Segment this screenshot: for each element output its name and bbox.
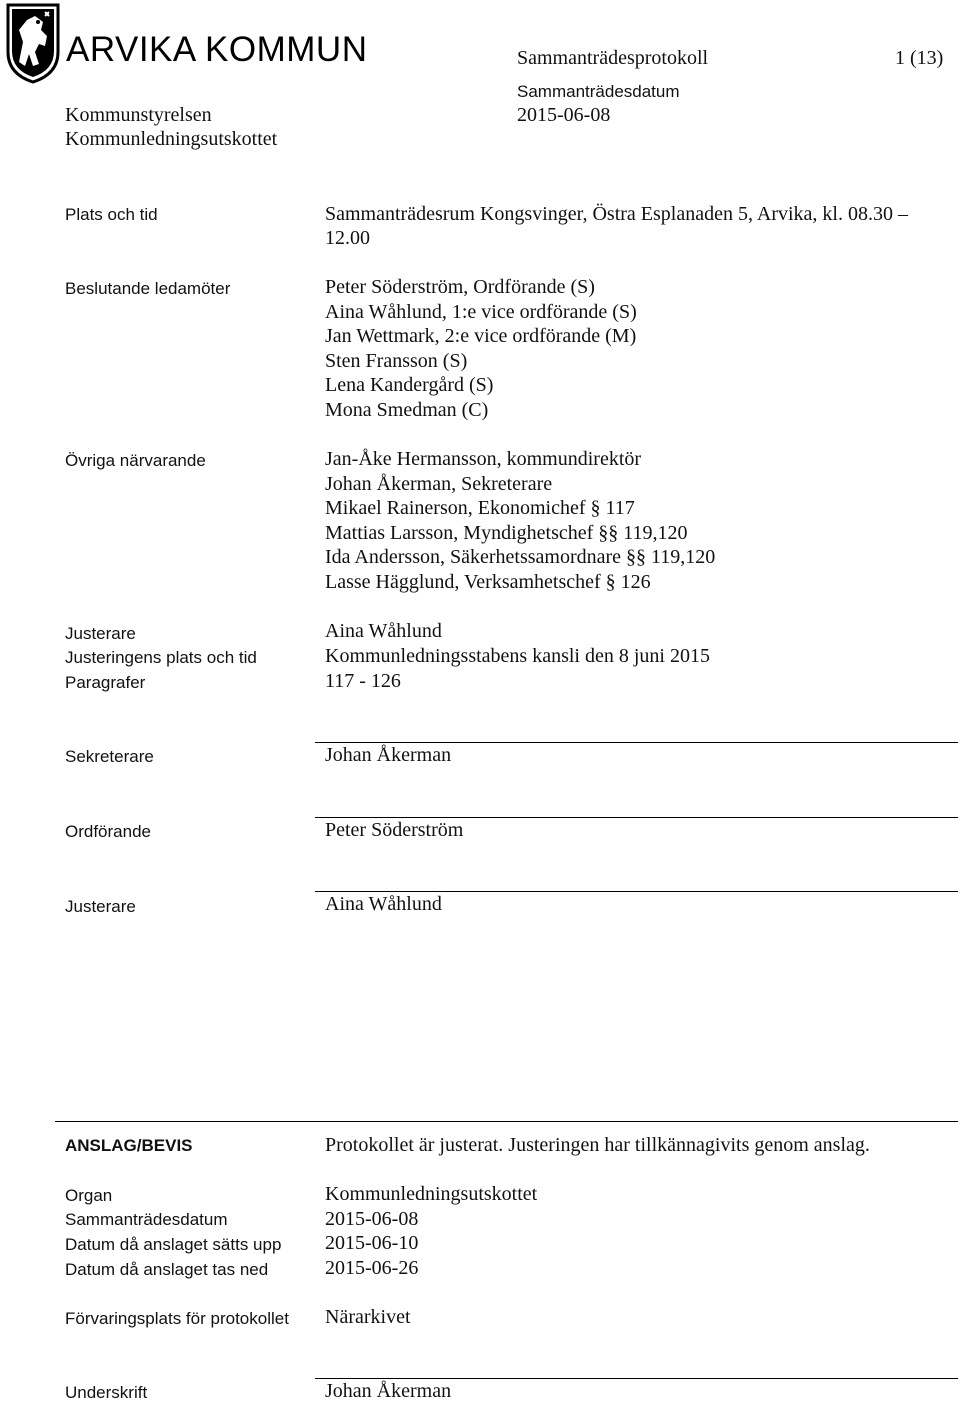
place-label: Plats och tid [65, 205, 158, 224]
meeting-date-value: 2015-06-08 [517, 104, 611, 126]
signature-line [315, 742, 958, 743]
member-item: Lena Kandergård (S) [325, 374, 494, 397]
member-item: Mona Smedman (C) [325, 398, 489, 421]
document-type: Sammanträdesprotokoll [517, 47, 709, 69]
paragraphs-label: Paragrafer [65, 673, 146, 692]
member-item: Peter Söderström, Ordförande (S) [325, 276, 595, 298]
signature-adjuster-name: Aina Wåhlund [325, 893, 442, 915]
coat-of-arms-icon [5, 2, 61, 85]
chair-label: Ordförande [65, 822, 151, 841]
attendee-item: Ida Andersson, Säkerhetssamordnare §§ 119,120 [325, 546, 716, 569]
place-line-2: 12.00 [325, 227, 370, 249]
adjust-place-label: Justeringens plats och tid [65, 648, 257, 667]
attendee-item: Mikael Rainerson, Ekonomichef § 117 [325, 497, 635, 520]
page-number: 1 (13) [895, 47, 944, 69]
storage-label: Förvaringsplats för protokollet [65, 1309, 289, 1328]
committee-name: Kommunstyrelsen [65, 104, 212, 126]
signature-name: Johan Åkerman [325, 1380, 452, 1402]
notice-statement: Protokollet är justerat. Justeringen har tillkännagivits genom anslag. [325, 1134, 870, 1156]
members-label: Beslutande ledamöter [65, 279, 231, 298]
member-item: Sten Fransson (S) [325, 349, 468, 372]
organ-value: Kommunledningsutskottet [325, 1183, 538, 1205]
member-item: Aina Wåhlund, 1:e vice ordförande (S) [325, 300, 637, 323]
signature-label: Underskrift [65, 1383, 148, 1402]
storage-value: Närarkivet [325, 1306, 411, 1328]
signature-line [315, 891, 958, 892]
members-list [325, 275, 637, 423]
place-line-1: Sammanträdesrum Kongsvinger, Östra Esplanaden 5, Arvika, kl. 08.30 – [325, 203, 908, 225]
notice-date-value: 2015-06-08 [325, 1208, 419, 1230]
attendee-item: Mattias Larsson, Myndighetschef §§ 119,120 [325, 521, 688, 544]
notice-date-label: Sammanträdesdatum [65, 1210, 228, 1229]
signature-line [315, 1378, 958, 1379]
notice-heading: ANSLAG/BEVIS [65, 1136, 193, 1155]
notice-divider [55, 1121, 958, 1122]
secretary-label: Sekreterare [65, 747, 154, 766]
secretary-name: Johan Åkerman [325, 744, 452, 766]
posted-label: Datum då anslaget sätts upp [65, 1235, 282, 1254]
signature-adjuster-label: Justerare [65, 897, 136, 916]
removed-label: Datum då anslaget tas ned [65, 1260, 269, 1279]
chair-name: Peter Söderström [325, 819, 464, 841]
adjuster-label: Justerare [65, 624, 136, 643]
attendee-item: Jan-Åke Hermansson, kommundirektör [325, 448, 642, 470]
adjuster-value: Aina Wåhlund [325, 620, 442, 642]
posted-value: 2015-06-10 [325, 1232, 419, 1254]
others-label: Övriga närvarande [65, 451, 206, 470]
attendee-item: Lasse Hägglund, Verksamhetschef § 126 [325, 570, 651, 593]
adjust-place-value: Kommunledningsstabens kansli den 8 juni 2015 [325, 645, 710, 667]
others-list [325, 447, 715, 595]
organization-logo-text: ARVIKA KOMMUN [66, 30, 368, 69]
organ-label: Organ [65, 1186, 113, 1205]
paragraphs-value: 117 - 126 [325, 670, 401, 692]
member-item: Jan Wettmark, 2:e vice ordförande (M) [325, 325, 637, 348]
signature-line [315, 817, 958, 818]
subcommittee-name: Kommunledningsutskottet [65, 128, 278, 150]
meeting-date-label: Sammanträdesdatum [517, 82, 680, 101]
attendee-item: Johan Åkerman, Sekreterare [325, 472, 553, 495]
removed-value: 2015-06-26 [325, 1257, 419, 1279]
